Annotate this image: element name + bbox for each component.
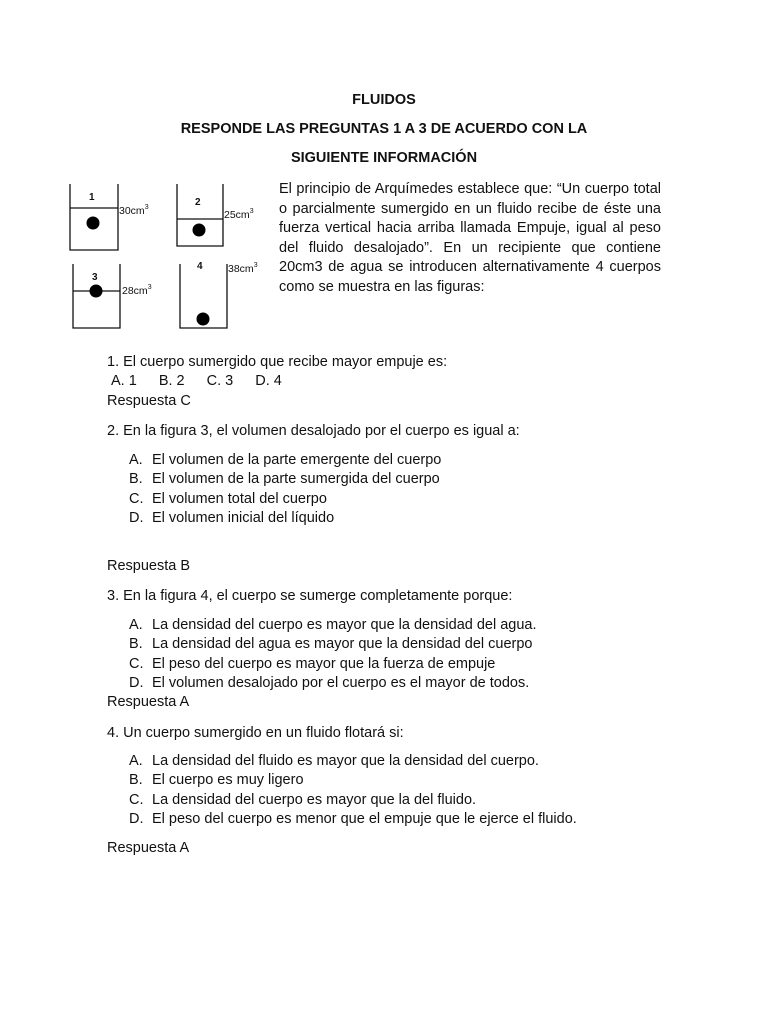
q1-option-c: C. 3: [206, 373, 234, 389]
list-item: A. El volumen de la parte emergente del cuerpo: [129, 452, 442, 468]
list-item: A. La densidad del cuerpo es mayor que la densidad del agua.: [129, 617, 537, 633]
list-item: B. El volumen de la parte sumergida del cuerpo: [129, 471, 440, 488]
list-item: D. El volumen desalojado por el cuerpo es el mayor de todos.: [129, 675, 530, 692]
intro-text: El principio de Arquímedes establece que: “Un cuerpo total o parcialmente sumergido en un fluido recibe de éste una fuerza vertical hacia arriba llamada Empuje, igual al peso del fluido desalojado”. En un recipiente que contiene 20cm3 de agua se introducen alternativamente 4 cuerpos como se muestra en las figuras:: [279, 181, 661, 295]
intro-paragraph: [279, 180, 661, 298]
page-title: FLUIDOS: [352, 92, 416, 108]
question-1: 1. El cuerpo sumergido que recibe mayor empuje es:: [107, 354, 448, 370]
q1-option-a: A. 1: [111, 373, 137, 389]
question-4: 4. Un cuerpo sumergido en un fluido flotará si:: [107, 725, 404, 741]
container-1: [70, 184, 149, 250]
containers-diagram: [60, 178, 270, 338]
question-4-options: [129, 752, 577, 830]
list-item: C. El volumen total del cuerpo: [129, 490, 327, 507]
figure-1-label: 1: [89, 192, 95, 203]
figure-3-label: 3: [92, 272, 98, 283]
figure-1-volume: $30cm^3$: [119, 204, 149, 217]
q1-option-d: D. 4: [255, 373, 282, 389]
list-item: D. El volumen inicial del líquido: [129, 510, 335, 527]
question-3-options: [129, 616, 537, 694]
question-3: 3. En la figura 4, el cuerpo se sumerge completamente porque:: [107, 588, 513, 604]
figure-2-label: 2: [195, 197, 201, 208]
question-2-options: [129, 451, 441, 529]
instructions-line-1: RESPONDE LAS PREGUNTAS 1 A 3 DE ACUERDO CON LA: [180, 121, 588, 137]
figure-4-label: 4: [197, 261, 203, 272]
container-3: [73, 264, 152, 328]
list-item: B. La densidad del agua es mayor que la densidad del cuerpo: [129, 636, 533, 653]
containers-figure: [60, 178, 270, 338]
question-2: 2. En la figura 3, el volumen desalojado por el cuerpo es igual a:: [107, 423, 520, 439]
container-2: [177, 184, 254, 246]
list-item: C. La densidad del cuerpo es mayor que la del fluido.: [129, 791, 477, 808]
list-item: B. El cuerpo es muy ligero: [129, 772, 304, 789]
instructions-line-2: SIGUIENTE INFORMACIÓN: [290, 150, 478, 166]
question-1-answer: Respuesta C: [107, 393, 191, 409]
container-4: [180, 261, 258, 328]
figure-2-volume: $25cm^3$: [224, 208, 254, 221]
q1-option-b: B. 2: [158, 373, 185, 389]
figure-3-volume: $28cm^3$: [122, 284, 152, 297]
list-item: D. El peso del cuerpo es menor que el empuje que le ejerce el fluido.: [129, 811, 577, 828]
question-1-options: [111, 373, 300, 389]
question-2-answer: Respuesta B: [107, 558, 191, 574]
question-3-answer: Respuesta A: [107, 694, 190, 710]
question-4-answer: Respuesta A: [107, 840, 190, 856]
figure-4-volume: $38cm^3$: [228, 262, 258, 275]
list-item: C. El peso del cuerpo es mayor que la fuerza de empuje: [129, 655, 496, 672]
list-item: A. La densidad del fluido es mayor que la densidad del cuerpo.: [129, 753, 539, 769]
